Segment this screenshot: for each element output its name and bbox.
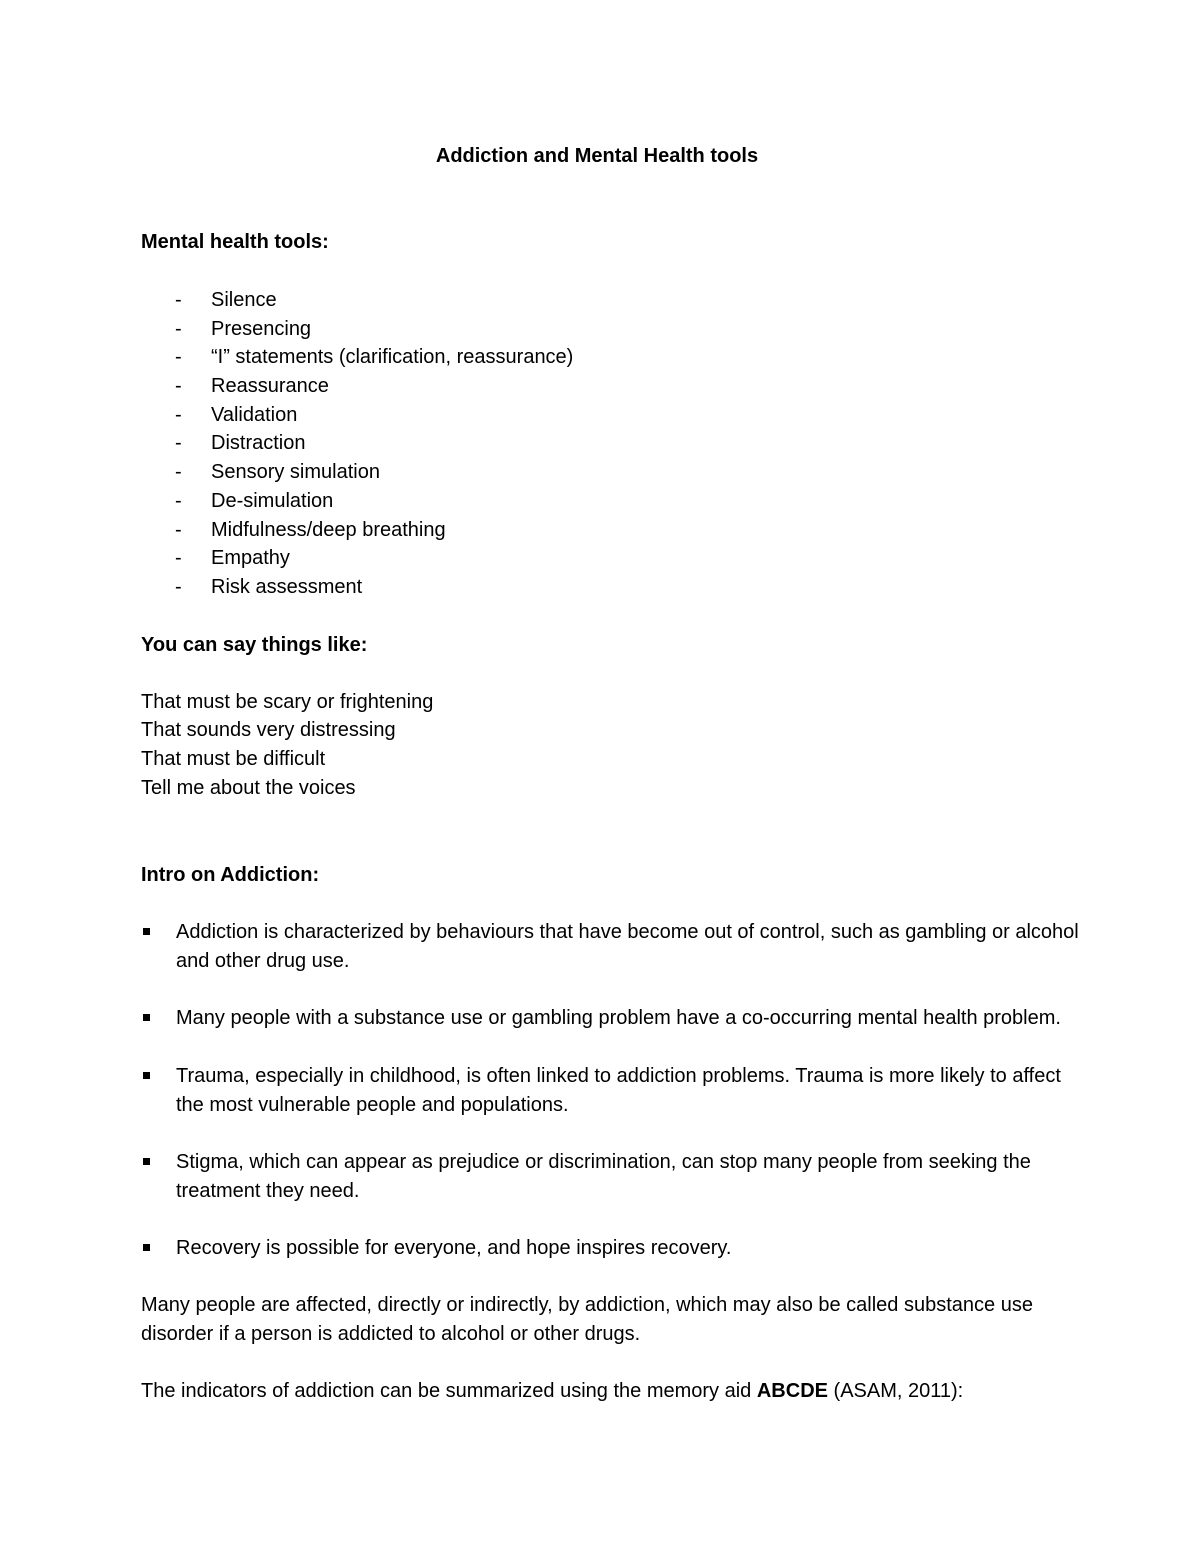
phrase-line: Tell me about the voices xyxy=(141,777,356,799)
dash-marker: - xyxy=(175,575,182,598)
bullet-text: Stigma, which can appear as prejudice or discrimination, can stop many people from seeking the treatment they need. xyxy=(176,1151,1031,1202)
list-item-text: Risk assessment xyxy=(211,575,363,598)
bullet-item xyxy=(141,1004,1081,1033)
bullet-text: Recovery is possible for everyone, and hope inspires recovery. xyxy=(176,1237,732,1259)
list-item-text: Validation xyxy=(211,403,298,426)
bullet-text: Addiction is characterized by behaviours that have become out of control, such as gambling or alcohol and other drug use. xyxy=(176,921,1079,972)
section-heading-phrases: You can say things like: xyxy=(141,634,368,656)
list-item-text: Reassurance xyxy=(211,375,329,398)
square-bullet-icon xyxy=(143,1014,150,1021)
page-title: Addiction and Mental Health tools xyxy=(435,145,759,167)
square-bullet-icon xyxy=(143,928,150,935)
dash-marker: - xyxy=(175,432,182,455)
dash-marker: - xyxy=(175,403,182,426)
indicators-text-after: (ASAM, 2011): xyxy=(827,1380,964,1402)
phrase-line: That must be difficult xyxy=(141,748,326,770)
indicators-text-before: The indicators of addiction can be summarized using the memory aid xyxy=(141,1380,757,1402)
dash-marker: - xyxy=(175,317,182,340)
dash-marker: - xyxy=(175,547,182,570)
square-bullet-icon xyxy=(143,1244,150,1251)
dash-marker: - xyxy=(175,289,182,311)
section-heading-mental-health-tools: Mental health tools: xyxy=(141,231,329,253)
dash-marker: - xyxy=(175,346,182,369)
square-bullet-icon xyxy=(143,1158,150,1165)
phrase-line: That must be scary or frightening xyxy=(141,691,434,713)
list-item-text: Empathy xyxy=(211,547,290,570)
list-item-text: Silence xyxy=(211,289,277,311)
dash-marker: - xyxy=(175,489,182,512)
list-item-text: Sensory simulation xyxy=(211,461,380,484)
section-heading-intro-addiction: Intro on Addiction: xyxy=(141,864,320,886)
list-item-text: Distraction xyxy=(211,432,306,455)
phrase-line: That sounds very distressing xyxy=(141,719,396,741)
bullet-text: Trauma, especially in childhood, is often linked to addiction problems. Trauma is more likely to affect the most vulnerable people and populations. xyxy=(176,1065,1061,1116)
list-item-text: Presencing xyxy=(211,317,312,340)
bullet-item xyxy=(141,1062,1081,1120)
list-item-text: De-simulation xyxy=(211,489,334,512)
list-item-text: “I” statements (clarification, reassurance) xyxy=(211,346,574,369)
dash-marker: - xyxy=(175,461,182,484)
bullet-item xyxy=(141,1148,1081,1206)
bullet-item xyxy=(141,918,1081,976)
abcde-acronym: ABCDE xyxy=(756,1380,828,1402)
dash-marker: - xyxy=(175,518,182,541)
body-paragraph: Many people are affected, directly or indirectly, by addiction, which may also be called substance use disorder if a person is addicted to alcohol or other drugs. xyxy=(141,1294,1033,1345)
bullet-item xyxy=(141,1234,1081,1263)
square-bullet-icon xyxy=(143,1072,150,1079)
indicators-sentence xyxy=(141,1377,1081,1406)
list-item-text: Midfulness/deep breathing xyxy=(211,518,446,541)
bullet-text: Many people with a substance use or gambling problem have a co-occurring mental health problem. xyxy=(176,1007,1061,1029)
dash-marker: - xyxy=(175,375,182,398)
